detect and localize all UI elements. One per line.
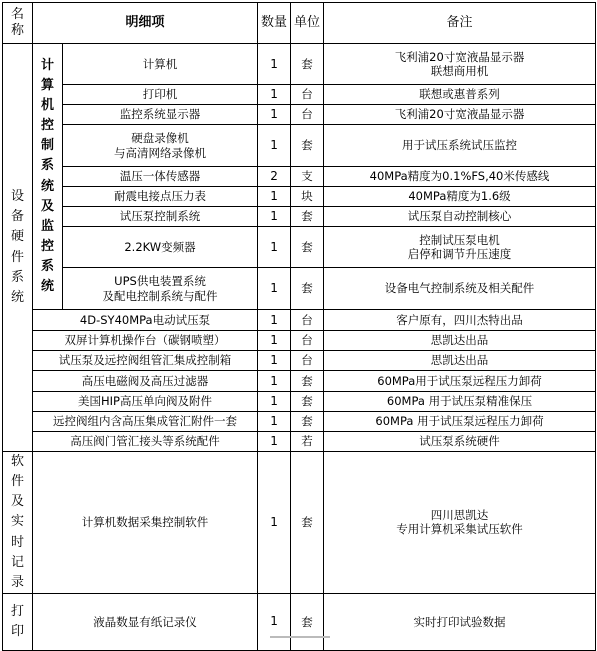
item-cell: 液晶数显有纸记录仪 — [33, 593, 258, 650]
table-row — [3, 351, 596, 371]
item-cell: UPS供电装置系统 及配电控制系统与配件 — [63, 268, 258, 310]
table-row — [3, 207, 596, 227]
remark-cell: 60MPa 用于试压泵精准保压 — [324, 392, 596, 412]
header-detail: 明细项 — [33, 3, 258, 44]
qty-cell: 1 — [258, 371, 291, 392]
remark-cell: 60MPa 用于试压泵远程压力卸荷 — [324, 412, 596, 432]
qty-cell: 1 — [258, 125, 291, 167]
table-row — [3, 167, 596, 187]
qty-cell: 1 — [258, 412, 291, 432]
remark-cell: 实时打印试验数据 — [324, 593, 596, 650]
group-print — [3, 593, 33, 650]
header-qty: 数量 — [258, 3, 291, 44]
group-print-label: 打印 — [10, 603, 24, 639]
equipment-table — [2, 2, 596, 651]
unit-cell: 套 — [291, 268, 324, 310]
header-row — [3, 3, 596, 44]
page-divider — [270, 636, 330, 638]
remark-cell: 60MPa用于试压泵远程压力卸荷 — [324, 371, 596, 392]
qty-cell: 1 — [258, 593, 291, 650]
qty-cell: 1 — [258, 227, 291, 268]
remark-cell: 设备电气控制系统及相关配件 — [324, 268, 596, 310]
unit-cell: 套 — [291, 412, 324, 432]
remark-cell: 飞利浦20寸宽液晶显示器 — [324, 105, 596, 125]
qty-cell: 1 — [258, 452, 291, 594]
item-cell: 监控系统显示器 — [63, 105, 258, 125]
unit-cell: 套 — [291, 125, 324, 167]
group-software — [3, 452, 33, 594]
item-cell: 试压泵及远控阀组管汇集成控制箱 — [33, 351, 258, 371]
table-row — [3, 432, 596, 452]
remark-cell: 试压泵系统硬件 — [324, 432, 596, 452]
qty-cell: 1 — [258, 207, 291, 227]
remark-cell: 客户原有，四川杰特出品 — [324, 310, 596, 331]
unit-cell: 套 — [291, 44, 324, 85]
unit-cell: 台 — [291, 351, 324, 371]
table-row — [3, 187, 596, 207]
unit-cell: 套 — [291, 593, 324, 650]
remark-cell: 思凯达出品 — [324, 331, 596, 351]
remark-cell: 飞利浦20寸宽液晶显示器 联想商用机 — [324, 44, 596, 85]
item-cell: 远控阀组内含高压集成管汇附件一套 — [33, 412, 258, 432]
unit-cell: 台 — [291, 331, 324, 351]
item-cell: 计算机 — [63, 44, 258, 85]
unit-cell: 套 — [291, 392, 324, 412]
item-cell: 计算机数据采集控制软件 — [33, 452, 258, 594]
group-subsystem-label: 计算机控制系统及监控系统 — [40, 57, 54, 295]
unit-cell: 台 — [291, 85, 324, 105]
remark-cell: 控制试压泵电机 启停和调节升压速度 — [324, 227, 596, 268]
qty-cell: 1 — [258, 187, 291, 207]
item-cell: 温压一体传感器 — [63, 167, 258, 187]
item-cell: 美国HIP高压单向阀及附件 — [33, 392, 258, 412]
table-row — [3, 593, 596, 650]
qty-cell: 2 — [258, 167, 291, 187]
remark-cell: 试压泵自动控制核心 — [324, 207, 596, 227]
remark-cell: 40MPa精度为1.6级 — [324, 187, 596, 207]
remark-cell: 思凯达出品 — [324, 351, 596, 371]
table-row — [3, 392, 596, 412]
item-cell: 2.2KW变频器 — [63, 227, 258, 268]
table-row — [3, 310, 596, 331]
item-cell: 高压电磁阀及高压过滤器 — [33, 371, 258, 392]
group-subsystem — [33, 44, 63, 310]
remark-cell: 联想或惠普系列 — [324, 85, 596, 105]
unit-cell: 套 — [291, 227, 324, 268]
table-row — [3, 85, 596, 105]
table-row — [3, 44, 596, 85]
qty-cell: 1 — [258, 85, 291, 105]
unit-cell: 块 — [291, 187, 324, 207]
qty-cell: 1 — [258, 432, 291, 452]
unit-cell: 套 — [291, 452, 324, 594]
qty-cell: 1 — [258, 310, 291, 331]
remark-cell: 四川思凯达 专用计算机采集试压软件 — [324, 452, 596, 594]
header-unit: 单位 — [291, 3, 324, 44]
remark-cell: 40MPa精度为0.1%FS,40米传感线 — [324, 167, 596, 187]
item-cell: 4D-SY40MPa电动试压泵 — [33, 310, 258, 331]
item-cell: 双屏计算机操作台（碳钢喷塑） — [33, 331, 258, 351]
qty-cell: 1 — [258, 105, 291, 125]
qty-cell: 1 — [258, 392, 291, 412]
item-cell: 试压泵控制系统 — [63, 207, 258, 227]
table-row — [3, 125, 596, 167]
item-cell: 高压阀门管汇接头等系统配件 — [33, 432, 258, 452]
table-row — [3, 268, 596, 310]
remark-cell: 用于试压系统试压监控 — [324, 125, 596, 167]
unit-cell: 台 — [291, 105, 324, 125]
group-software-label: 软件及实时记录 — [10, 454, 24, 590]
table-row — [3, 371, 596, 392]
table-row — [3, 331, 596, 351]
group-hardware — [3, 44, 33, 452]
unit-cell: 套 — [291, 371, 324, 392]
item-cell: 硬盘录像机 与高清网络录像机 — [63, 125, 258, 167]
table-row — [3, 452, 596, 594]
item-cell: 耐震电接点压力表 — [63, 187, 258, 207]
unit-cell: 台 — [291, 310, 324, 331]
header-remark: 备注 — [324, 3, 596, 44]
qty-cell: 1 — [258, 331, 291, 351]
qty-cell: 1 — [258, 351, 291, 371]
table-row — [3, 412, 596, 432]
qty-cell: 1 — [258, 268, 291, 310]
group-hardware-label: 设备硬件系统 — [10, 189, 24, 305]
item-cell: 打印机 — [63, 85, 258, 105]
table-row — [3, 105, 596, 125]
table-row — [3, 227, 596, 268]
header-name: 名称 — [3, 3, 33, 44]
unit-cell: 支 — [291, 167, 324, 187]
unit-cell: 套 — [291, 207, 324, 227]
qty-cell: 1 — [258, 44, 291, 85]
unit-cell: 若 — [291, 432, 324, 452]
